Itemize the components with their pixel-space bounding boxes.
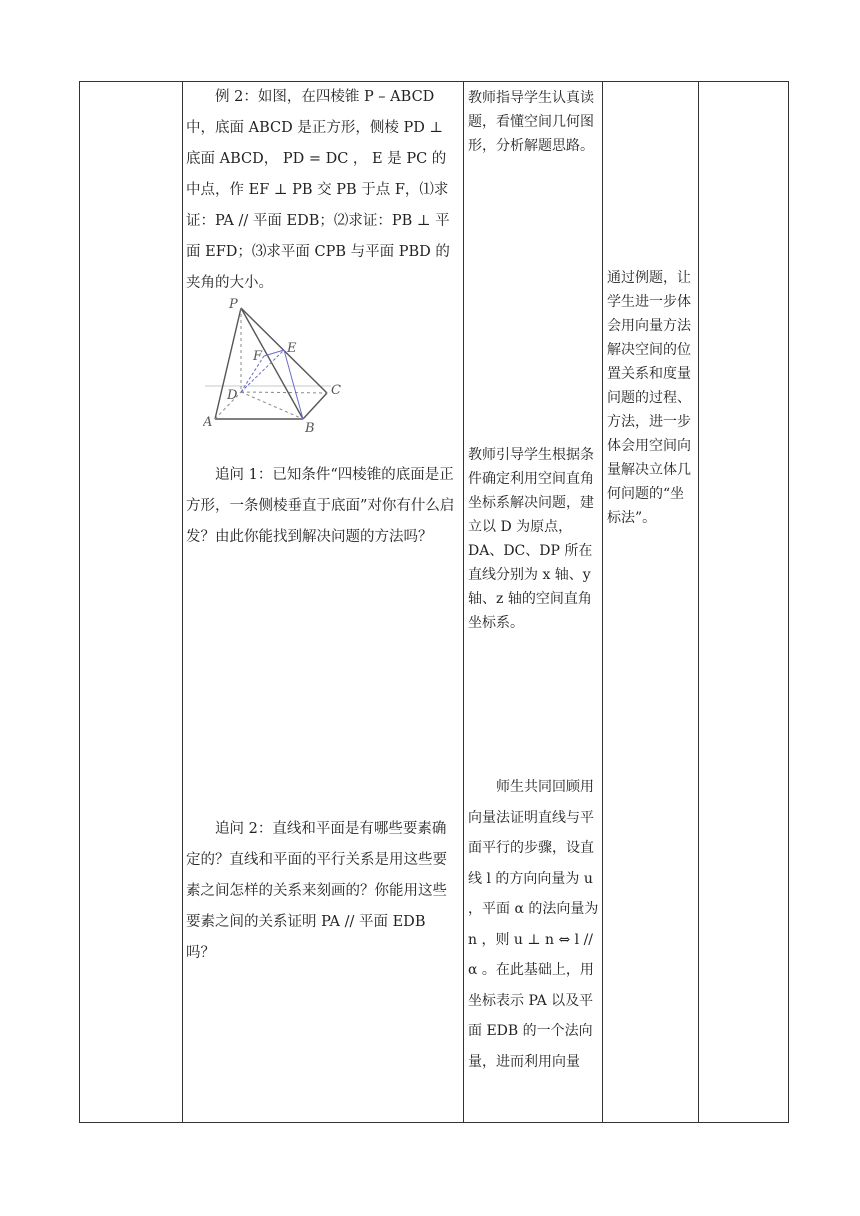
edge-DB [241, 392, 303, 419]
edge-BC [303, 393, 327, 419]
label-B: B [305, 421, 315, 432]
teacher-coord-text: 教师引导学生根据条件确定利用空间直角坐标系解决问题，建立以 D 为原点，DA、DC、DP 所在直线分别为 x 轴、y 轴、z 轴的空间直角坐标系。 [468, 447, 594, 631]
teacher-coord-cell [466, 443, 601, 635]
label-C: C [331, 383, 341, 398]
column-divider [463, 82, 464, 1122]
question-2-cell [184, 814, 462, 969]
question-1-text: 追问 1：已知条件“四棱锥的底面是正方形，一条侧棱垂直于底面”对你有什么启发？由此你能找到解决问题的方法吗？ [186, 467, 455, 545]
question-1-cell [184, 460, 462, 553]
intent-cell [605, 266, 697, 530]
activity-column [184, 82, 462, 299]
lesson-table [79, 81, 789, 1123]
label-F: F [253, 349, 263, 364]
question-2-text: 追问 2：直线和平面是有哪些要素确定的？直线和平面的平行关系是用这些要素之间怎样的关系来刻画的？你能用这些要素之间的关系证明 PA // 平面 EDB 吗？ [186, 821, 447, 961]
pyramid-figure [203, 294, 363, 432]
review-text: 师生共同回顾用向量法证明直线与平面平行的步骤，设直线 l 的方向向量为 u ，平面 α 的法向量为 n ，则 u ⊥ n ⇔ l // α 。在此基础上，用坐标表示 PA 以及平面 EDB 的一个法向量，进而利用向量 [468, 779, 599, 1070]
label-A: A [203, 415, 213, 430]
column-divider [182, 82, 183, 1122]
label-E: E [287, 341, 297, 356]
column-divider [602, 82, 603, 1122]
teacher-guide-text: 教师指导学生认真读题，看懂空间几何图形，分析解题思路。 [468, 90, 594, 154]
teacher-guide-cell [466, 86, 601, 158]
label-P: P [229, 297, 238, 312]
column-divider [698, 82, 699, 1122]
intent-text: 通过例题，让学生进一步体会用向量方法解决空间的位置关系和度量问题的过程、方法，进一步体会用空间向量解决立体几何问题的“坐标法”。 [607, 270, 691, 526]
edge-PB [241, 308, 303, 419]
example-2-text: 例 2：如图，在四棱锥 P – ABCD 中，底面 ABCD 是正方形，侧棱 PD ⊥ 底面 ABCD， PD = DC ， E 是 PC 的中点，作 EF ⊥ PB 交 PB 于点 F，⑴求证：PA // 平面 EDB；⑵求证：PB ⊥ 平面 EFD；⑶求平面 CPB 与平面 PBD 的夹角的大小。 [186, 89, 450, 291]
review-cell [466, 772, 601, 1117]
edge-DC [241, 392, 327, 393]
label-D: D [227, 388, 238, 403]
